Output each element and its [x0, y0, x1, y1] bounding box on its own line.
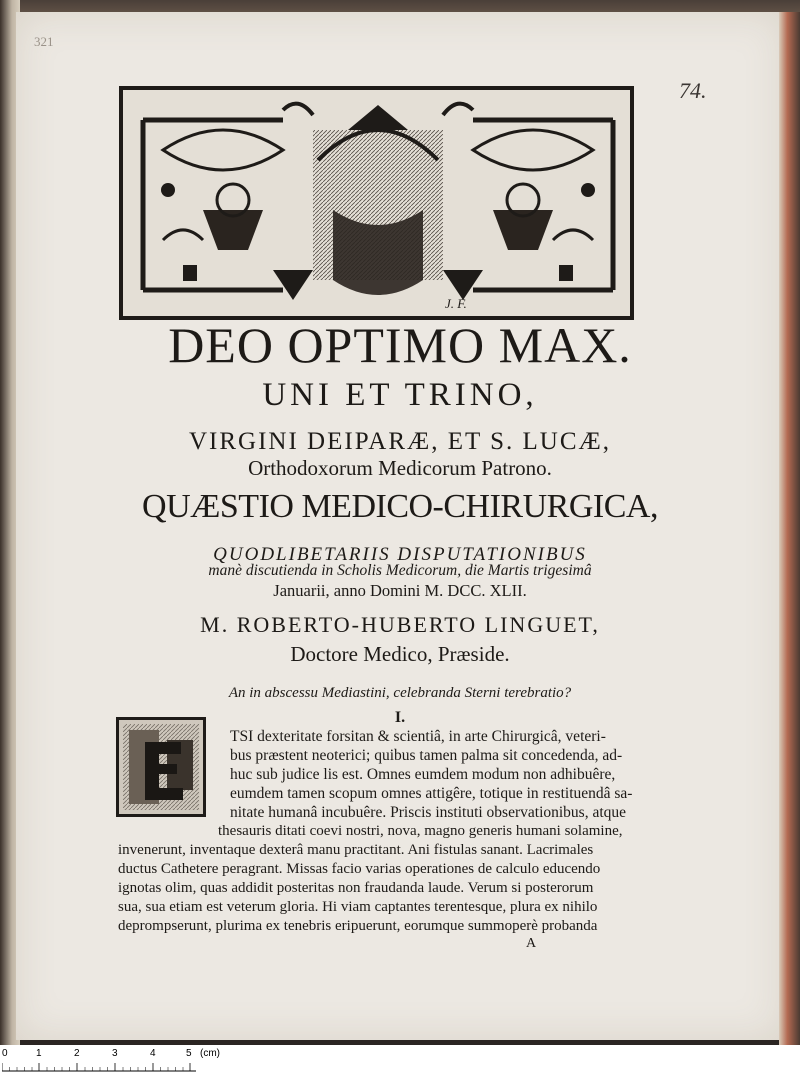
body-line-10: sua, sua etiam est veterum gloria. Hi viam captantes terentesque, plura ex nihilo — [118, 899, 598, 915]
title-line-2: UNI ET TRINO, — [262, 377, 538, 413]
drop-cap-e — [116, 717, 206, 817]
scale-ruler — [2, 1063, 196, 1072]
book-fore-edge — [779, 12, 800, 1045]
praeses-name: M. ROBERTO-HUBERTO LINGUET, — [200, 612, 600, 637]
engraver-signature: J. F. — [445, 296, 467, 311]
body-line-7: invenerunt, inventaque dexterâ manu practitant. Ani fistulas sanant. Lacrimales — [118, 842, 594, 858]
scale-number-5: 5 — [186, 1048, 192, 1059]
body-line-4: eumdem tamen scopum omnes attigêre, totique in restituendâ sa- — [230, 785, 633, 802]
title-line-3: VIRGINI DEIPARÆ, ET S. LUCÆ, — [188, 428, 611, 455]
body-line-5: nitate humanâ incubuêre. Priscis instituti observationibus, atque — [230, 804, 627, 821]
scale-number-2: 2 — [74, 1048, 80, 1059]
body-line-6: thesauris ditati coevi nostri, nova, magno generis humani solamine, — [218, 823, 623, 839]
praeses-role: Doctore Medico, Præside. — [290, 642, 510, 666]
quaestio-line-2: manè discutienda in Scholis Medicorum, die Martis trigesimâ — [208, 562, 592, 579]
scale-number-3: 3 — [112, 1048, 118, 1059]
ornamental-headpiece — [119, 86, 634, 320]
pencil-mark: 321 — [34, 34, 54, 49]
title-line-4: Orthodoxorum Medicorum Patrono. — [248, 456, 552, 480]
scale-numbers — [0, 1048, 240, 1062]
body-line-1: TSI dexteritate forsitan & scientiâ, in arte Chirurgicâ, veteri- — [230, 728, 606, 745]
scale-number-1: 1 — [36, 1048, 42, 1059]
headpiece-engraving — [123, 90, 630, 316]
quaestio-line-1: QUODLIBETARIIS DISPUTATIONIBUS — [213, 544, 587, 565]
folio-number: 74. — [679, 78, 707, 103]
quaestio-line-3: Januarii, anno Domini M. DCC. XLII. — [273, 581, 527, 600]
body-line-3: huc sub judice lis est. Omnes eumdem modum non adhibuêre, — [230, 766, 616, 783]
signature-mark: A — [526, 936, 537, 951]
scale-unit: (cm) — [200, 1048, 220, 1059]
body-line-11: deprompserunt, plurima ex tenebris eripuerunt, eorumque summoperè probanda — [118, 918, 598, 934]
scale-number-4: 4 — [150, 1048, 156, 1059]
body-line-2: bus præstent neoterici; quibus tamen palma sit concedenda, ad- — [230, 747, 623, 764]
thesis-question: An in abscessu Mediastini, celebranda Sterni terebratio? — [228, 685, 572, 701]
quaestio-heading: QUÆSTIO MEDICO-CHIRURGICA, — [142, 488, 658, 525]
drop-cap-engraving — [119, 720, 203, 814]
body-line-9: ignotas olim, quas addidit posteritas non fraudanda laude. Verum si posterorum — [118, 880, 594, 896]
body-line-8: ductus Cathetere peragrant. Missas facio varias operationes de calculo educendo — [118, 861, 601, 877]
title-line-1: DEO OPTIMO MAX. — [168, 317, 632, 373]
book-page — [16, 12, 784, 1040]
section-number: I. — [394, 709, 406, 726]
scale-number-0: 0 — [2, 1048, 8, 1059]
